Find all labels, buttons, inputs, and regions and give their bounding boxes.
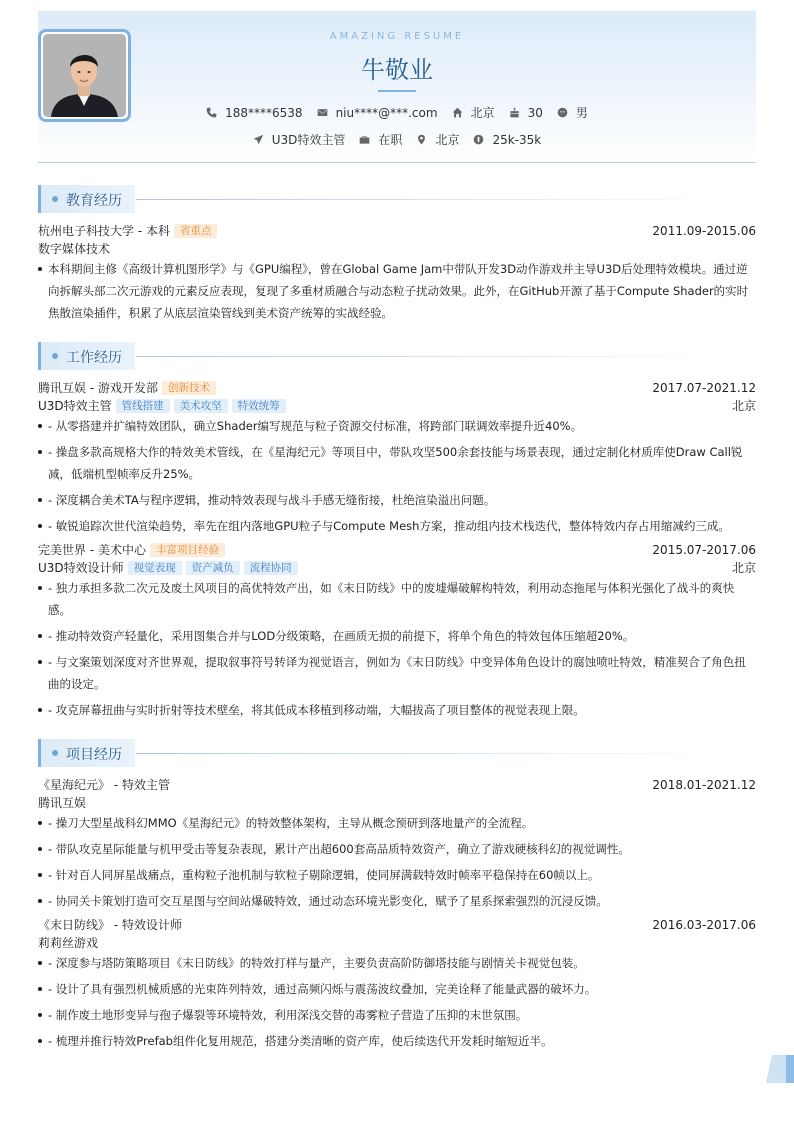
project-period: 2018.01-2021.12 bbox=[652, 778, 756, 792]
job-header-row bbox=[38, 542, 756, 558]
education-period: 2011.09-2015.06 bbox=[652, 224, 756, 238]
company-name: 腾讯互娱 - 游戏开发部 bbox=[38, 381, 158, 395]
project-bullet: - 深度参与塔防策略项目《末日防线》的特效打样与量产，主要负责高阶防御塔技能与剧情关卡视觉包装。 bbox=[38, 952, 756, 974]
project-bullet: - 针对百人同屏星战痛点，重构粒子池机制与软粒子剔除逻辑，使同屏满载特效时帧率平稳保持在60帧以上。 bbox=[38, 864, 756, 886]
age-text: 30 bbox=[527, 105, 543, 120]
location-pin-icon bbox=[416, 134, 427, 145]
skill-tag: 美术攻坚 bbox=[174, 399, 228, 413]
section-label: 工作经历 bbox=[66, 350, 122, 366]
send-icon bbox=[253, 134, 264, 145]
job-bullet: - 推动特效资产轻量化，采用图集合并与LOD分级策略，在画质无损的前提下，将单个角色的特效包体压缩超20%。 bbox=[38, 625, 756, 647]
status-text: 在职 bbox=[378, 133, 403, 147]
job-bullet: - 敏锐追踪次世代渲染趋势，率先在组内落地GPU粒子与Compute Mesh方案，推动组内技术栈迭代，整体特效内存占用缩减约三成。 bbox=[38, 515, 756, 537]
phone-text: 188****6538 bbox=[225, 105, 303, 120]
email-icon bbox=[317, 107, 328, 118]
section-rule bbox=[136, 753, 726, 754]
section-rule bbox=[136, 356, 726, 357]
job-intent-row bbox=[0, 131, 794, 148]
city-info bbox=[416, 131, 459, 148]
job-role: U3D特效设计师 bbox=[38, 561, 124, 575]
job-role-row bbox=[38, 398, 756, 414]
job-bullet: - 从零搭建并扩编特效团队，确立Shader编写规范与粒子资源交付标准，将跨部门联调效率提升近40%。 bbox=[38, 415, 756, 437]
contact-row bbox=[0, 104, 794, 121]
job-bullet: - 与文案策划深度对齐世界观，提取叙事符号转译为视觉语言，例如为《末日防线》中变异体角色设计的腐蚀喷吐特效，精准契合了角色扭曲的设定。 bbox=[38, 651, 756, 695]
section-rule bbox=[136, 199, 726, 200]
project-header-row bbox=[38, 777, 756, 793]
salary-info bbox=[473, 133, 541, 147]
job-location: 北京 bbox=[731, 561, 756, 575]
age-info bbox=[509, 106, 543, 120]
project-org: 莉莉丝游戏 bbox=[38, 936, 99, 950]
section-label: 教育经历 bbox=[66, 193, 122, 209]
job-bullet: - 独力承担多款二次元及废土风项目的高优特效产出，如《末日防线》中的废墟爆破解构特效，利用动态拖尾与体积光强化了战斗的爽快感。 bbox=[38, 577, 756, 621]
gender-text: 男 bbox=[575, 106, 588, 120]
job-period: 2017.07-2021.12 bbox=[652, 381, 756, 395]
skill-tag: 特效统筹 bbox=[232, 399, 286, 413]
work-section-title bbox=[38, 342, 756, 370]
project-bullet: - 带队攻克星际能量与机甲受击等复杂表现，累计产出超600套高品质特效资产，确立了游戏硬核科幻的视觉调性。 bbox=[38, 838, 756, 860]
project-header-row bbox=[38, 917, 756, 933]
job-bullet: - 深度耦合美术TA与程序逻辑，推动特效表现与战斗手感无缝衔接，杜绝渲染溢出问题。 bbox=[38, 489, 756, 511]
cake-icon bbox=[509, 107, 520, 118]
company-tag: 丰富项目经验 bbox=[150, 543, 225, 557]
phone-icon bbox=[206, 107, 217, 118]
position-info bbox=[253, 131, 346, 148]
project-bullet: - 操刀大型星战科幻MMO《星海纪元》的特效整体架构，主导从概念预研到落地量产的全流程。 bbox=[38, 812, 756, 834]
education-header-row bbox=[38, 223, 756, 239]
name-underline bbox=[378, 90, 416, 92]
project-bullet: - 协同关卡策划打造可交互星图与空间站爆破特效，通过动态环境光影变化，赋予了星系探索强烈的沉浸反馈。 bbox=[38, 890, 756, 912]
header-divider bbox=[38, 162, 756, 163]
section-label: 项目经历 bbox=[66, 747, 122, 763]
hometown-info bbox=[452, 104, 495, 121]
projects-section-title bbox=[38, 739, 756, 767]
job-header-row bbox=[38, 380, 756, 396]
job-location: 北京 bbox=[731, 399, 756, 413]
company-tag: 创新技术 bbox=[162, 381, 216, 395]
project-name: 《末日防线》 - 特效设计师 bbox=[38, 918, 182, 932]
job-period: 2015.07-2017.06 bbox=[652, 543, 756, 557]
skill-tag: 资产减负 bbox=[186, 561, 240, 575]
skill-tag: 视觉表现 bbox=[128, 561, 182, 575]
email-info bbox=[317, 106, 438, 120]
gender-info bbox=[557, 104, 588, 121]
project-bullet: - 设计了具有强烈机械质感的光束阵列特效，通过高频闪烁与震荡波纹叠加，完美诠释了能量武器的破坏力。 bbox=[38, 978, 756, 1000]
status-info bbox=[359, 131, 402, 148]
project-bullet: - 制作废土地形变异与孢子爆裂等环境特效，利用深浅交替的毒雾粒子营造了压抑的末世氛围。 bbox=[38, 1004, 756, 1026]
city-text: 北京 bbox=[435, 133, 460, 147]
salary-text: 25k-35k bbox=[492, 132, 542, 147]
skill-tag: 管线搭建 bbox=[116, 399, 170, 413]
skill-tag: 流程协同 bbox=[244, 561, 298, 575]
job-role: U3D特效主管 bbox=[38, 399, 112, 413]
home-icon bbox=[452, 107, 463, 118]
candidate-name: 牛敬业 bbox=[361, 56, 433, 84]
job-role-row bbox=[38, 560, 756, 576]
project-period: 2016.03-2017.06 bbox=[652, 918, 756, 932]
resume-tagline: AMAZING RESUME bbox=[329, 31, 465, 42]
gender-icon bbox=[557, 107, 568, 118]
phone-info bbox=[206, 106, 302, 120]
briefcase-icon bbox=[359, 134, 370, 145]
education-description: 本科期间主修《高级计算机图形学》与《GPU编程》，曾在Global Game Jam中带队开发3D动作游戏并主导U3D后处理特效模块。通过逆向拆解头部二次元游戏的元素反应表现，复现了多重材质融合与动态粒子扰动效果。此外，在GitHub开源了基于Compute Shader的实时焦散渲染插件，积累了从底层渲染管线到美术资产统筹的实战经验。 bbox=[38, 258, 756, 324]
project-org: 腾讯互娱 bbox=[38, 796, 87, 810]
hometown-text: 北京 bbox=[470, 106, 495, 120]
job-bullet: - 操盘多款高规格大作的特效美术管线，在《星海纪元》等项目中，带队攻坚500余套技能与场景表现，通过定制化材质库使Draw Call锐减，低端机型帧率反升25%。 bbox=[38, 441, 756, 485]
project-name: 《星海纪元》 - 特效主管 bbox=[38, 778, 170, 792]
company-name: 完美世界 - 美术中心 bbox=[38, 543, 146, 557]
project-bullet: - 梳理并推行特效Prefab组件化复用规范，搭建分类清晰的资产库，使后续迭代开发耗时缩短近半。 bbox=[38, 1030, 756, 1052]
school-tag: 省重点 bbox=[174, 224, 218, 238]
education-major: 数字媒体技术 bbox=[38, 242, 111, 256]
money-icon bbox=[473, 134, 484, 145]
position-text: U3D特效主管 bbox=[271, 133, 346, 147]
corner-decoration bbox=[766, 1055, 794, 1083]
section-dot bbox=[52, 353, 58, 359]
email-text: niu****@***.com bbox=[335, 105, 438, 120]
school-name: 杭州电子科技大学 - 本科 bbox=[38, 224, 170, 238]
section-dot bbox=[52, 750, 58, 756]
education-section-title bbox=[38, 185, 756, 213]
section-dot bbox=[52, 196, 58, 202]
job-bullet: - 攻克屏幕扭曲与实时折射等技术壁垒，将其低成本移植到移动端，大幅拔高了项目整体的视觉表现上限。 bbox=[38, 699, 756, 721]
